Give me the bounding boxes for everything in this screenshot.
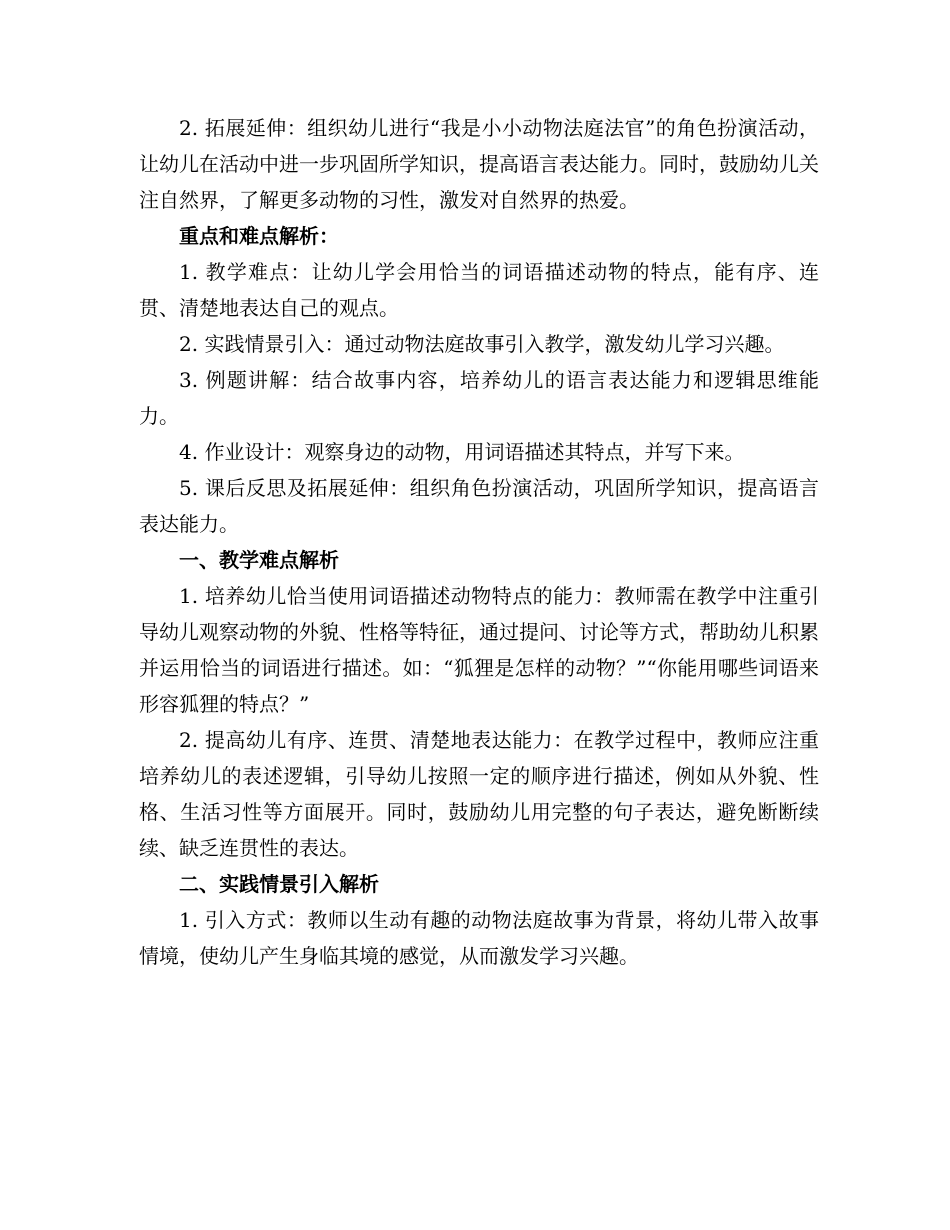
- heading-section-one: 一、教学难点解析: [179, 548, 339, 572]
- paragraph-reflection-extension: 5. 课后反思及拓展延伸：组织角色扮演活动，巩固所学知识，提高语言表达能力。: [139, 476, 819, 536]
- paragraph-introduction-method: 1. 引入方式：教师以生动有趣的动物法庭故事为背景，将幼儿带入故事情境，使幼儿产生身临其境的感觉，从而激发学习兴趣。: [139, 908, 819, 968]
- paragraph-word-usage-ability: 1. 培养幼儿恰当使用词语描述动物特点的能力：教师需在教学中注重引导幼儿观察动物的外貌、性格等特征，通过提问、讨论等方式，帮助幼儿积累并运用恰当的词语进行描述。如：“狐狸是怎样的动物？”“你能用哪些词语来形容狐狸的特点？”: [139, 584, 819, 716]
- paragraph-extension: 2. 拓展延伸：组织幼儿进行“我是小小动物法庭法官”的角色扮演活动，让幼儿在活动中进一步巩固所学知识，提高语言表达能力。同时，鼓励幼儿关注自然界，了解更多动物的习性，激发对自然界的热爱。: [139, 116, 819, 212]
- paragraph-teaching-difficulty: 1. 教学难点：让幼儿学会用恰当的词语描述动物的特点，能有序、连贯、清楚地表达自己的观点。: [139, 260, 819, 320]
- heading-key-difficult-points: 重点和难点解析：: [179, 224, 339, 248]
- paragraph-practice-scenario: 2. 实践情景引入：通过动物法庭故事引入教学，激发幼儿学习兴趣。: [179, 332, 785, 356]
- paragraph-homework-design: 4. 作业设计：观察身边的动物，用词语描述其特点，并写下来。: [179, 440, 745, 464]
- heading-section-two: 二、实践情景引入解析: [179, 872, 379, 896]
- paragraph-example-explanation: 3. 例题讲解：结合故事内容，培养幼儿的语言表达能力和逻辑思维能力。: [139, 368, 819, 428]
- document-page: [139, 110, 819, 974]
- paragraph-expression-ability: 2. 提高幼儿有序、连贯、清楚地表达能力：在教学过程中，教师应注重培养幼儿的表述逻辑，引导幼儿按照一定的顺序进行描述，例如从外貌、性格、生活习性等方面展开。同时，鼓励幼儿用完整的句子表达，避免断断续续、缺乏连贯性的表达。: [139, 728, 819, 860]
